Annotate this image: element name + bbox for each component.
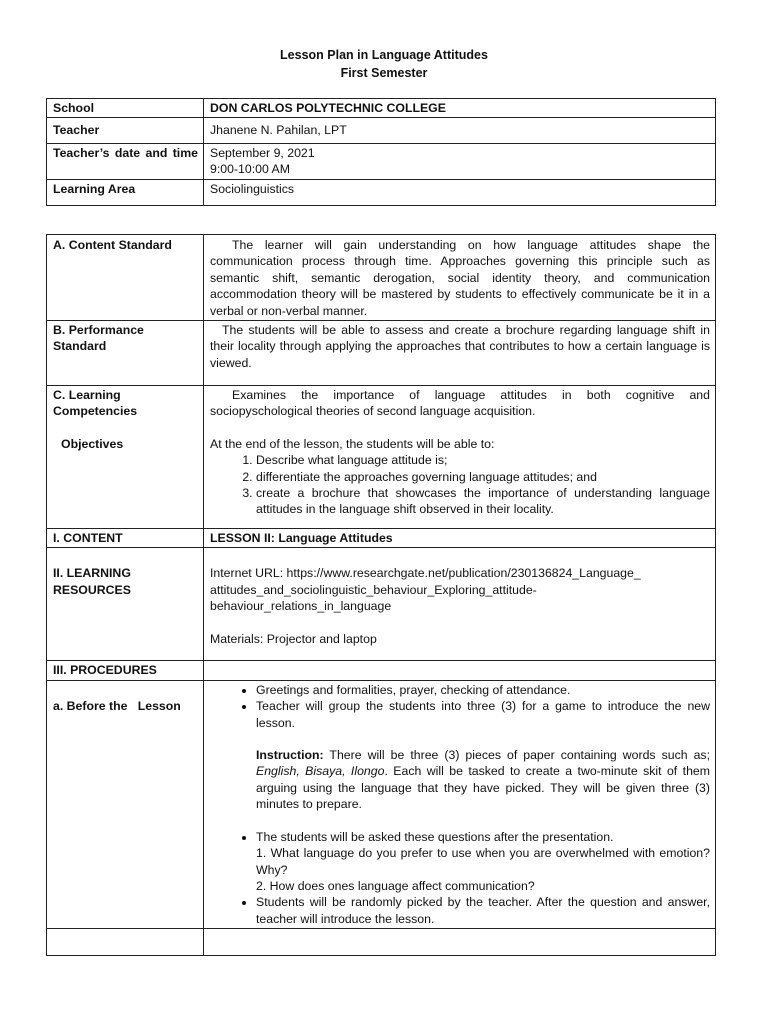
- url-line-3: behaviour_relations_in_language: [210, 599, 392, 614]
- info-table: [46, 98, 716, 206]
- procedures-empty-cell: [204, 661, 716, 680]
- content-value: LESSON II: Language Attitudes: [204, 529, 716, 548]
- list-item: • Students will be randomly picked by the teacher. After the question and answer, teacher will introduce the lesson.: [256, 894, 710, 927]
- performance-label-line-2: Standard: [53, 339, 107, 354]
- objectives-list: [210, 452, 710, 518]
- before-lesson-label: [47, 680, 204, 928]
- bullet-3-text: The students will be asked these questions after the presentation.: [256, 829, 614, 844]
- instruction-label: Instruction:: [256, 748, 324, 763]
- question-2: 2. How does ones language affect communication?: [256, 878, 535, 893]
- objectives-label: Objectives: [61, 436, 124, 451]
- table-row: [47, 235, 716, 321]
- learning-area-value: Sociolinguistics: [204, 179, 716, 205]
- date-value: [204, 143, 716, 179]
- lesson-table: [46, 234, 716, 956]
- table-row: [47, 143, 716, 179]
- content-standard-label: A. Content Standard: [47, 235, 204, 321]
- school-label: School: [47, 99, 204, 118]
- instruction-post: . Each will be tasked to create a two-minute skit of them arguing using the language that they have picked. They will be given three (3) minutes to prepare.: [256, 764, 710, 812]
- date-label: [47, 143, 204, 179]
- performance-standard-cell: [204, 321, 716, 386]
- resources-label-line-2: RESOURCES: [53, 582, 131, 597]
- empty-cell-left: [47, 929, 204, 956]
- teacher-value: Jhanene N. Pahilan, LPT: [204, 118, 716, 143]
- url-line-1: Internet URL: https://www.researchgate.net/publication/230136824_Language_: [210, 566, 641, 581]
- table-row: [47, 529, 716, 548]
- table-row: [47, 99, 716, 118]
- list-item: [256, 698, 710, 828]
- instruction-pre: There will be three (3) pieces of paper containing words such as;: [323, 748, 710, 763]
- competencies-cell: [204, 386, 716, 529]
- list-item: 1. Describe what language attitude is;: [256, 452, 710, 468]
- teacher-label: Teacher: [47, 118, 204, 143]
- list-item: [256, 829, 710, 895]
- school-value: DON CARLOS POLYTECHNIC COLLEGE: [204, 99, 716, 118]
- question-1: 1. What language do you prefer to use when you are overwhelmed with emotion? Why?: [256, 846, 710, 877]
- resources-label: [47, 548, 204, 661]
- before-lesson-label-text: a. Before the Lesson: [53, 698, 181, 713]
- url-line-2: attitudes_and_sociolinguistic_behaviour_Exploring_attitude-: [210, 582, 537, 597]
- content-label: I. CONTENT: [47, 529, 204, 548]
- table-row: [47, 680, 716, 928]
- table-row: [47, 179, 716, 205]
- performance-standard-label: [47, 321, 204, 386]
- list-item: 3. create a brochure that showcases the importance of understanding language attitudes in the language shift observed in their locality.: [256, 485, 710, 518]
- document-subtitle: First Semester: [340, 66, 428, 80]
- list-item: • Greetings and formalities, prayer, checking of attendance.: [256, 682, 710, 698]
- competencies-label: [47, 386, 204, 529]
- resources-label-line-1: II. LEARNING: [53, 566, 131, 581]
- table-row: [47, 386, 716, 529]
- competencies-label-line-1: C. Learning: [53, 388, 121, 403]
- before-lesson-list: [210, 682, 710, 927]
- time-line: 9:00-10:00 AM: [210, 162, 290, 177]
- document-title: Lesson Plan in Language Attitudes: [280, 48, 488, 62]
- instruction-words: English, Bisaya, Ilongo: [256, 764, 385, 779]
- table-row: [47, 661, 716, 680]
- resources-cell: [204, 548, 716, 661]
- before-lesson-cell: [204, 680, 716, 928]
- learning-area-label: Learning Area: [47, 179, 204, 205]
- performance-standard-text: The students will be able to assess and create a brochure regarding language shift in their locality through applying the approaches that contributes to how a certain language is viewed.: [210, 323, 710, 370]
- materials-text: Materials: Projector and laptop: [210, 631, 377, 646]
- competencies-text: Examines the importance of language attitudes in both cognitive and sociopyschological theories of second language acquisition.: [210, 388, 710, 419]
- date-line: September 9, 2021: [210, 145, 315, 160]
- table-row: [47, 929, 716, 956]
- competencies-label-line-2: Competencies: [53, 404, 138, 419]
- list-item: 2. differentiate the approaches governing language attitudes; and: [256, 469, 710, 485]
- content-standard-cell: [204, 235, 716, 321]
- bullet-2-text: Teacher will group the students into three (3) for a game to introduce the new lesson.: [256, 699, 710, 730]
- table-row: [47, 548, 716, 661]
- procedures-label: III. PROCEDURES: [47, 661, 204, 680]
- empty-cell-right: [204, 929, 716, 956]
- table-row: [47, 321, 716, 386]
- objectives-intro: At the end of the lesson, the students will be able to:: [210, 436, 495, 451]
- instruction-text: [256, 747, 710, 813]
- date-label-text: Teacher’s date and time: [53, 145, 198, 160]
- performance-label-line-1: B. Performance: [53, 323, 144, 338]
- content-standard-text: The learner will gain understanding on how language attitudes shape the communication process through time. Approaches governing this principle such as semantic shift, semantic derogation, social identity theory, and communication accommodation theory will be mastered by students to effectively communicate be it in a verbal or non-verbal manner.: [210, 238, 710, 318]
- table-row: [47, 118, 716, 143]
